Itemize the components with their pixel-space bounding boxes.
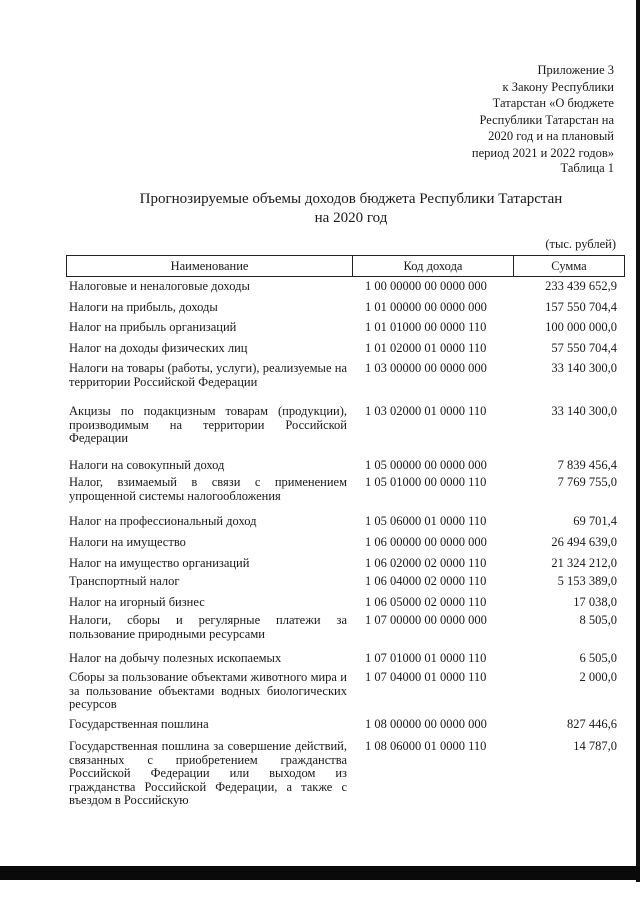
table-row [69, 718, 617, 732]
row-code: 1 08 00000 00 0000 000 [365, 717, 487, 731]
row-code: 1 08 06000 01 0000 110 [365, 739, 487, 753]
row-name: Государственная пошлина [69, 717, 209, 731]
row-sum: 2 000,0 [579, 670, 617, 684]
row-name: Акцизы по подакцизным товарам (продукции), производимым на территории Российской Федерации [69, 404, 347, 445]
table-row [69, 301, 617, 315]
table-row [69, 405, 617, 446]
document-title [66, 190, 636, 228]
row-name: Налоги на совокупный доход [69, 458, 225, 472]
title-line-2: на 2020 год [314, 210, 388, 226]
header-name: Наименование [67, 256, 353, 276]
row-code: 1 05 01000 00 0000 110 [365, 475, 487, 489]
row-code: 1 01 01000 00 0000 110 [365, 320, 487, 334]
row-name: Сборы за пользование объектами животного мира и за пользование объектами водных биологических ресурсов [69, 670, 347, 711]
row-sum: 57 550 704,4 [551, 341, 617, 355]
appendix-header [354, 62, 614, 161]
row-sum: 33 140 300,0 [551, 404, 617, 418]
row-sum: 827 446,6 [567, 717, 617, 731]
row-sum: 14 787,0 [573, 739, 617, 753]
table-row [69, 362, 617, 389]
row-code: 1 07 00000 00 0000 000 [365, 613, 487, 627]
header-code: Код дохода [353, 256, 514, 276]
appendix-line: 2020 год и на плановый [488, 129, 614, 143]
row-code: 1 01 02000 01 0000 110 [365, 341, 487, 355]
header-sum: Сумма [551, 258, 587, 273]
appendix-line: Татарстан «О бюджете [492, 96, 614, 110]
table-row [69, 515, 617, 529]
row-code: 1 07 01000 01 0000 110 [365, 651, 487, 665]
row-name: Транспортный налог [69, 574, 180, 588]
scan-bottom-band [0, 866, 640, 880]
table-row [69, 596, 617, 610]
row-sum: 21 324 212,0 [551, 556, 617, 570]
row-code: 1 00 00000 00 0000 000 [365, 279, 487, 293]
table-row [69, 476, 617, 503]
row-sum: 8 505,0 [579, 613, 617, 627]
units-label: (тыс. рублей) [545, 237, 616, 251]
title-line-1: Прогнозируемые объемы доходов бюджета Республики Татарстан [139, 191, 563, 207]
appendix-line: Приложение 3 [537, 63, 614, 77]
row-code: 1 06 04000 02 0000 110 [365, 574, 487, 588]
row-name: Налоговые и неналоговые доходы [69, 279, 250, 293]
row-sum: 6 505,0 [579, 651, 617, 665]
row-name: Налог на имущество организаций [69, 556, 250, 570]
row-code: 1 06 02000 02 0000 110 [365, 556, 487, 570]
row-name: Налог на доходы физических лиц [69, 341, 248, 355]
table-row [69, 280, 617, 294]
row-sum: 100 000 000,0 [545, 320, 617, 334]
row-code: 1 06 00000 00 0000 000 [365, 535, 487, 549]
row-sum: 5 153 389,0 [557, 574, 617, 588]
table-row [69, 614, 617, 641]
row-sum: 233 439 652,9 [545, 279, 617, 293]
row-sum: 33 140 300,0 [551, 361, 617, 375]
scan-edge-border [636, 0, 640, 882]
row-sum: 7 769 755,0 [557, 475, 617, 489]
table-row [69, 740, 617, 808]
row-name: Налог на игорный бизнес [69, 595, 205, 609]
row-name: Налог, взимаемый в связи с применением упрощенной системы налогообложения [69, 475, 347, 503]
table-row [69, 321, 617, 335]
row-sum: 17 038,0 [573, 595, 617, 609]
row-code: 1 05 06000 01 0000 110 [365, 514, 487, 528]
table-row [69, 671, 617, 712]
table-row [69, 575, 617, 589]
row-name: Налоги на имущество [69, 535, 186, 549]
row-sum: 69 701,4 [573, 514, 617, 528]
row-code: 1 03 02000 01 0000 110 [365, 404, 487, 418]
row-name: Налоги на товары (работы, услуги), реализуемые на территории Российской Федерации [69, 361, 347, 389]
row-code: 1 01 00000 00 0000 000 [365, 300, 487, 314]
row-name: Налоги, сборы и регулярные платежи за пользование природными ресурсами [69, 613, 347, 641]
row-name: Государственная пошлина за совершение действий, связанных с приобретением гражданства Российской Федерации или выходом из гражданства Российской Федерации, а также с въездом в Российскую [69, 739, 347, 807]
table-number: Таблица 1 [560, 161, 614, 175]
row-code: 1 03 00000 00 0000 000 [365, 361, 487, 375]
appendix-line: Республики Татарстан на [479, 112, 614, 127]
row-sum: 157 550 704,4 [545, 300, 617, 314]
table-row [69, 557, 617, 571]
row-name: Налоги на прибыль, доходы [69, 300, 218, 314]
row-name: Налог на прибыль организаций [69, 320, 237, 334]
table-header [66, 255, 625, 277]
table-row [69, 459, 617, 473]
table-row [69, 536, 617, 550]
table-row [69, 342, 617, 356]
row-code: 1 05 00000 00 0000 000 [365, 458, 487, 472]
table-row [69, 652, 617, 666]
row-sum: 26 494 639,0 [551, 535, 617, 549]
appendix-line: период 2021 и 2022 годов» [471, 145, 614, 160]
row-code: 1 07 04000 01 0000 110 [365, 670, 487, 684]
appendix-line: к Закону Республики [502, 79, 614, 94]
row-name: Налог на профессиональный доход [69, 514, 257, 528]
row-name: Налог на добычу полезных ископаемых [69, 651, 282, 665]
row-sum: 7 839 456,4 [557, 458, 617, 472]
row-code: 1 06 05000 02 0000 110 [365, 595, 487, 609]
